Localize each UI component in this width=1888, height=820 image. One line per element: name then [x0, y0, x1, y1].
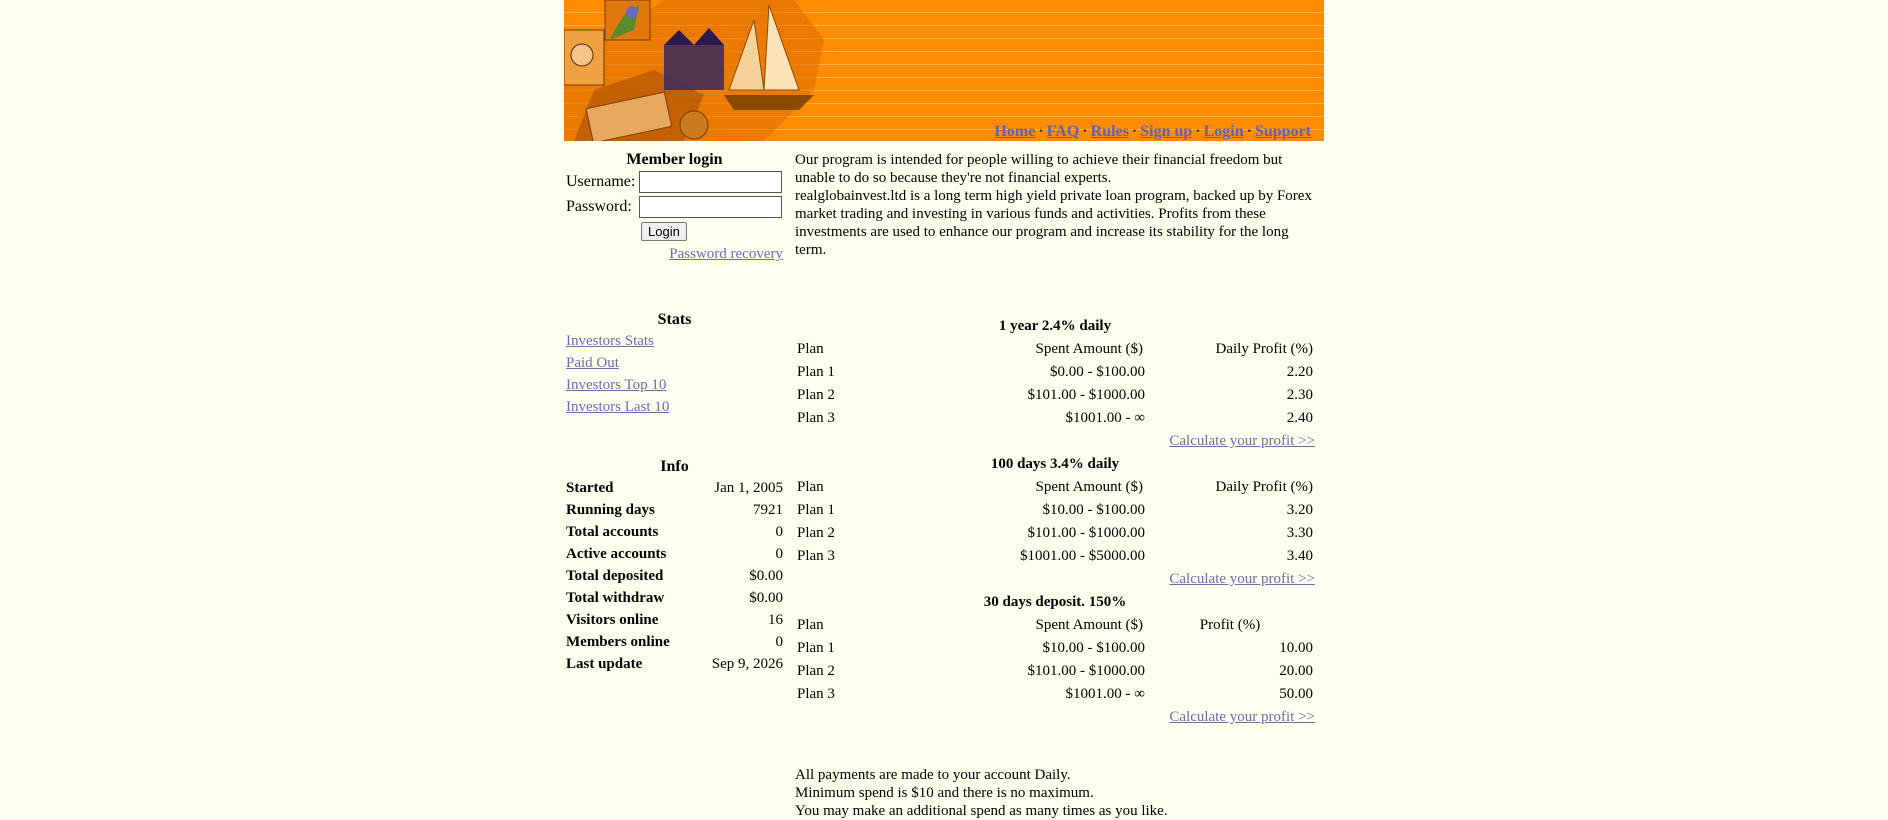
nav-signup-link[interactable]: Sign up: [1140, 123, 1193, 140]
plan-name: Plan 1: [797, 502, 835, 518]
info-label: Last update: [566, 656, 643, 672]
info-value: 0: [775, 634, 783, 650]
amount-col-header: Spent Amount ($): [1035, 617, 1143, 633]
right-column: [795, 151, 1315, 820]
info-row: [566, 653, 783, 675]
plan-profit: 50.00: [1279, 686, 1313, 702]
info-row: [566, 631, 783, 653]
info-label: Total deposited: [566, 568, 664, 584]
info-label: Total accounts: [566, 524, 659, 540]
profit-col-header: Daily Profit (%): [1215, 479, 1313, 495]
payment-info-line: Minimum spend is $10 and there is no maximum.: [795, 785, 1094, 801]
table-row: [795, 660, 1315, 683]
info-label: Active accounts: [566, 546, 667, 562]
info-row: [566, 543, 783, 565]
plan-name: Plan 1: [797, 640, 835, 656]
left-column: [566, 151, 783, 675]
plan-header-row: [795, 614, 1315, 637]
nav-separator: ·: [1131, 123, 1138, 140]
calculate-profit-link[interactable]: Calculate your profit >>: [1169, 571, 1315, 587]
nav-separator: ·: [1246, 123, 1252, 140]
nav-support-link[interactable]: Support: [1254, 123, 1311, 140]
payment-info-line: You may make an additional spend as many times as you like.: [795, 803, 1168, 819]
plan-amount: $101.00 - $1000.00: [1027, 387, 1145, 403]
plan-profit: 2.40: [1286, 410, 1313, 426]
plan-block: [795, 591, 1315, 729]
plan-col-header: Plan: [797, 479, 824, 495]
plan-profit: 10.00: [1279, 640, 1313, 656]
plan-name: Plan 2: [797, 663, 835, 679]
nav-faq-link[interactable]: FAQ: [1046, 123, 1080, 140]
plan-amount: $1001.00 - ∞: [1065, 686, 1145, 702]
plan-amount: $1001.00 - $5000.00: [1020, 548, 1145, 564]
info-value: $0.00: [749, 568, 783, 584]
plans-section: [795, 315, 1315, 729]
info-title: Info: [660, 458, 689, 475]
plan-title: 30 days deposit. 150%: [983, 594, 1127, 610]
table-row: [795, 545, 1315, 568]
calculate-profit-link[interactable]: Calculate your profit >>: [1169, 433, 1315, 449]
paid-out-link[interactable]: Paid Out: [566, 355, 619, 371]
password-row: [566, 194, 783, 219]
nav-separator: ·: [1082, 123, 1088, 140]
info-value: 0: [775, 546, 783, 562]
nav-login-link[interactable]: Login: [1203, 123, 1244, 140]
table-row: [795, 384, 1315, 407]
username-label: Username:: [566, 172, 636, 190]
investors-stats-link[interactable]: Investors Stats: [566, 333, 654, 349]
info-row: [566, 609, 783, 631]
plan-title: 1 year 2.4% daily: [998, 318, 1112, 334]
nav-home-link[interactable]: Home: [994, 123, 1036, 140]
password-recovery-link[interactable]: Password recovery: [669, 246, 783, 262]
plan-amount: $1001.00 - ∞: [1065, 410, 1145, 426]
calculate-profit-link[interactable]: Calculate your profit >>: [1169, 709, 1315, 725]
plan-table: [795, 614, 1315, 706]
plan-profit: 3.30: [1286, 525, 1313, 541]
member-login-box: [566, 151, 783, 263]
amount-col-header: Spent Amount ($): [1035, 479, 1143, 495]
plan-profit: 3.40: [1286, 548, 1313, 564]
nav-separator: ·: [1038, 123, 1044, 140]
plan-table: [795, 338, 1315, 430]
investors-last10-link[interactable]: Investors Last 10: [566, 399, 670, 415]
info-label: Total withdraw: [566, 590, 665, 606]
plan-name: Plan 2: [797, 387, 835, 403]
plan-col-header: Plan: [797, 341, 824, 357]
plan-header-row: [795, 476, 1315, 499]
plan-block: [795, 453, 1315, 591]
info-value: Jan 1, 2005: [714, 480, 783, 496]
nav-separator: ·: [1195, 123, 1201, 140]
info-value: $0.00: [749, 590, 783, 606]
plan-name: Plan 3: [797, 410, 835, 426]
profit-col-header: Daily Profit (%): [1215, 341, 1313, 357]
plan-profit: 2.20: [1286, 364, 1313, 380]
table-row: [795, 522, 1315, 545]
plan-profit: 20.00: [1279, 663, 1313, 679]
intro-paragraph: realglobainvest.ltd is a long term high yield private loan program, backed up by Forex market trading and investing in various funds and activities. Profits from these investments are used to enhance our program and increase its stability for the long term.: [795, 188, 1312, 258]
info-row: [566, 499, 783, 521]
info-label: Started: [566, 480, 614, 496]
amount-col-header: Spent Amount ($): [1035, 341, 1143, 357]
info-row: [566, 587, 783, 609]
intro-paragraph: Our program is intended for people willing to achieve their financial freedom but unable to do so because they're not financial experts.: [795, 152, 1283, 186]
plan-amount: $10.00 - $100.00: [1042, 640, 1145, 656]
info-label: Visitors online: [566, 612, 659, 628]
password-input[interactable]: [639, 196, 782, 218]
plan-name: Plan 3: [797, 686, 835, 702]
plan-amount: $10.00 - $100.00: [1042, 502, 1145, 518]
table-row: [795, 407, 1315, 430]
info-value: 16: [768, 612, 783, 628]
plan-header-row: [795, 338, 1315, 361]
table-row: [795, 499, 1315, 522]
stats-title: Stats: [657, 311, 692, 328]
info-label: Running days: [566, 502, 655, 518]
nav-rules-link[interactable]: Rules: [1090, 123, 1129, 140]
plan-block: [795, 315, 1315, 453]
investors-top10-link[interactable]: Investors Top 10: [566, 377, 667, 393]
plan-name: Plan 3: [797, 548, 835, 564]
plan-profit: 2.30: [1286, 387, 1313, 403]
plan-col-header: Plan: [797, 617, 824, 633]
password-label: Password:: [566, 197, 632, 215]
stats-box: [566, 311, 783, 418]
plan-amount: $101.00 - $1000.00: [1027, 663, 1145, 679]
info-box: [566, 458, 783, 675]
plan-name: Plan 1: [797, 364, 835, 380]
profit-col-header: Profit (%): [1199, 617, 1261, 633]
page: [564, 0, 1324, 819]
banner-collage-image: [564, 0, 864, 141]
header-banner: [564, 0, 1324, 141]
plan-name: Plan 2: [797, 525, 835, 541]
intro-text: [795, 151, 1315, 259]
plan-amount: $101.00 - $1000.00: [1027, 525, 1145, 541]
plan-amount: $0.00 - $100.00: [1050, 364, 1145, 380]
info-value: 0: [775, 524, 783, 540]
info-row: [566, 521, 783, 543]
username-row: [566, 169, 783, 194]
payment-info-text: [795, 766, 1315, 820]
info-value: Sep 9, 2026: [711, 656, 783, 672]
username-input[interactable]: [639, 171, 782, 193]
top-nav: [994, 123, 1311, 141]
member-login-title: Member login: [626, 151, 723, 168]
info-label: Members online: [566, 634, 670, 650]
table-row: [795, 361, 1315, 384]
plan-profit: 3.20: [1286, 502, 1313, 518]
table-row: [795, 683, 1315, 706]
info-value: 7921: [753, 502, 783, 518]
info-row: [566, 477, 783, 499]
payment-info-line: All payments are made to your account Daily.: [795, 767, 1071, 783]
login-button[interactable]: Login: [641, 222, 687, 241]
table-row: [795, 637, 1315, 660]
plan-title: 100 days 3.4% daily: [990, 456, 1120, 472]
plan-table: [795, 476, 1315, 568]
info-row: [566, 565, 783, 587]
